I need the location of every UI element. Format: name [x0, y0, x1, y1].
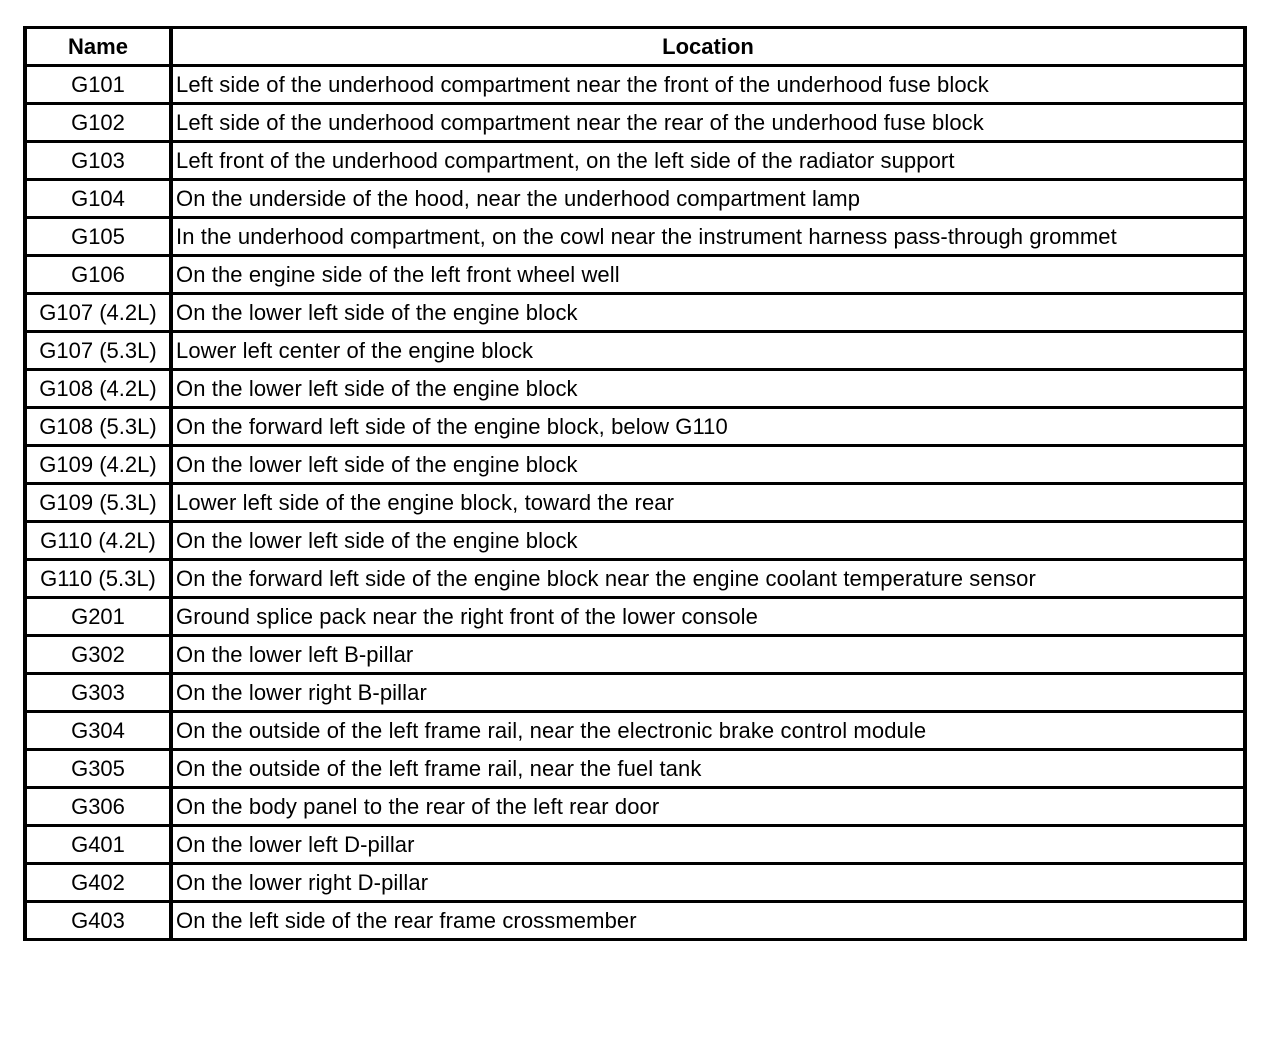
ground-location-cell: Left front of the underhood compartment, on the left side of the radiator support — [171, 142, 1245, 180]
table-row — [25, 142, 1245, 180]
table-row — [25, 750, 1245, 788]
table-row — [25, 66, 1245, 104]
ground-location-cell: On the lower right D-pillar — [171, 864, 1245, 902]
ground-name-cell: G107 (5.3L) — [25, 332, 171, 370]
table-row — [25, 218, 1245, 256]
table-row — [25, 522, 1245, 560]
table-row — [25, 104, 1245, 142]
ground-name-cell: G401 — [25, 826, 171, 864]
ground-locations-table — [23, 26, 1247, 941]
ground-name-cell: G110 (4.2L) — [25, 522, 171, 560]
ground-location-cell: On the lower left B-pillar — [171, 636, 1245, 674]
ground-name-cell: G305 — [25, 750, 171, 788]
table-row — [25, 826, 1245, 864]
ground-location-cell: On the underside of the hood, near the underhood compartment lamp — [171, 180, 1245, 218]
ground-location-cell: Lower left side of the engine block, toward the rear — [171, 484, 1245, 522]
ground-location-cell: On the lower left side of the engine block — [171, 522, 1245, 560]
table-row — [25, 446, 1245, 484]
ground-location-cell: On the forward left side of the engine block near the engine coolant temperature sensor — [171, 560, 1245, 598]
ground-location-cell: On the lower left D-pillar — [171, 826, 1245, 864]
ground-name-cell: G108 (5.3L) — [25, 408, 171, 446]
ground-location-cell: Left side of the underhood compartment near the front of the underhood fuse block — [171, 66, 1245, 104]
ground-location-cell: In the underhood compartment, on the cowl near the instrument harness pass-through grommet — [171, 218, 1245, 256]
table-body — [25, 66, 1245, 940]
ground-location-cell: On the lower left side of the engine block — [171, 294, 1245, 332]
ground-location-cell: On the engine side of the left front wheel well — [171, 256, 1245, 294]
ground-name-cell: G106 — [25, 256, 171, 294]
ground-location-cell: On the left side of the rear frame crossmember — [171, 902, 1245, 940]
table-row — [25, 674, 1245, 712]
ground-name-cell: G304 — [25, 712, 171, 750]
table-row — [25, 636, 1245, 674]
table-row — [25, 902, 1245, 940]
ground-location-cell: Lower left center of the engine block — [171, 332, 1245, 370]
ground-name-cell: G402 — [25, 864, 171, 902]
ground-name-cell: G201 — [25, 598, 171, 636]
table-row — [25, 180, 1245, 218]
ground-location-cell: On the lower left side of the engine block — [171, 446, 1245, 484]
table-row — [25, 294, 1245, 332]
ground-name-cell: G109 (4.2L) — [25, 446, 171, 484]
header-row — [25, 28, 1245, 66]
ground-name-cell: G303 — [25, 674, 171, 712]
table-row — [25, 408, 1245, 446]
column-header-location: Location — [171, 28, 1245, 66]
column-header-name: Name — [25, 28, 171, 66]
ground-name-cell: G102 — [25, 104, 171, 142]
table-row — [25, 598, 1245, 636]
ground-name-cell: G101 — [25, 66, 171, 104]
ground-location-cell: On the outside of the left frame rail, near the electronic brake control module — [171, 712, 1245, 750]
ground-name-cell: G103 — [25, 142, 171, 180]
ground-name-cell: G105 — [25, 218, 171, 256]
ground-location-cell: On the outside of the left frame rail, near the fuel tank — [171, 750, 1245, 788]
ground-name-cell: G108 (4.2L) — [25, 370, 171, 408]
ground-name-cell: G403 — [25, 902, 171, 940]
ground-name-cell: G110 (5.3L) — [25, 560, 171, 598]
ground-name-cell: G104 — [25, 180, 171, 218]
ground-location-cell: On the body panel to the rear of the left rear door — [171, 788, 1245, 826]
table-row — [25, 332, 1245, 370]
ground-location-cell: On the lower left side of the engine block — [171, 370, 1245, 408]
ground-name-cell: G302 — [25, 636, 171, 674]
ground-location-cell: Ground splice pack near the right front of the lower console — [171, 598, 1245, 636]
ground-location-cell: Left side of the underhood compartment near the rear of the underhood fuse block — [171, 104, 1245, 142]
table-row — [25, 712, 1245, 750]
table-header — [25, 28, 1245, 66]
ground-location-cell: On the forward left side of the engine block, below G110 — [171, 408, 1245, 446]
table-row — [25, 864, 1245, 902]
table-row — [25, 788, 1245, 826]
table-row — [25, 484, 1245, 522]
table-row — [25, 370, 1245, 408]
table-row — [25, 560, 1245, 598]
ground-name-cell: G306 — [25, 788, 171, 826]
ground-name-cell: G109 (5.3L) — [25, 484, 171, 522]
ground-name-cell: G107 (4.2L) — [25, 294, 171, 332]
ground-location-cell: On the lower right B-pillar — [171, 674, 1245, 712]
table-row — [25, 256, 1245, 294]
